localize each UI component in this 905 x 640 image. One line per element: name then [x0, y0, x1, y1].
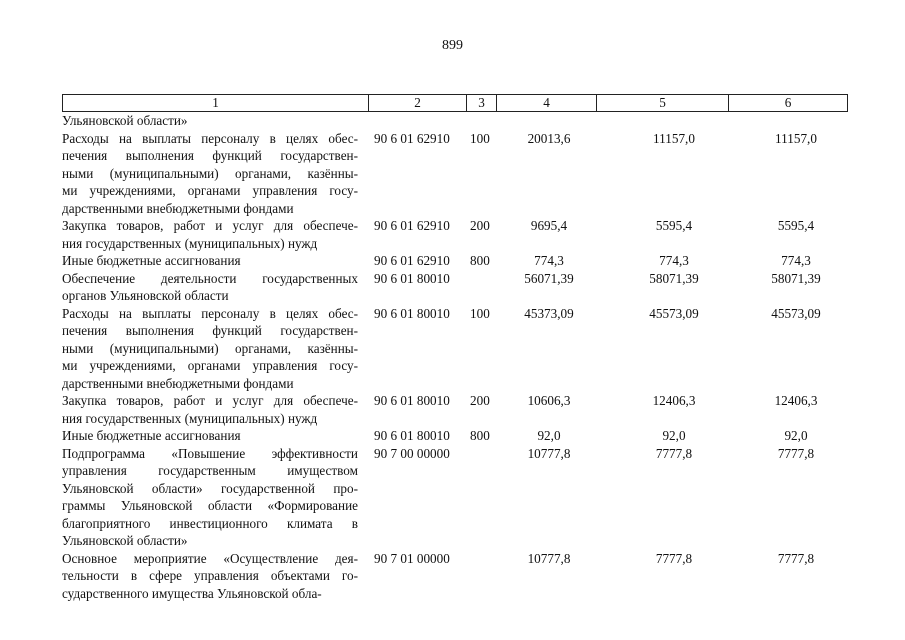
description-line: Ульяновской области» государственной про-	[62, 480, 358, 496]
row-value-col4: 10777,8	[527, 550, 571, 566]
page-number: 899	[442, 38, 463, 53]
row-value-col4: 774,3	[534, 253, 564, 268]
header-col-2: 2	[369, 95, 467, 111]
description-line: Иные бюджетные ассигнования	[62, 428, 241, 443]
table-row	[62, 305, 848, 393]
description-line: Закупка товаров, работ и услуг для обеспече-	[62, 393, 358, 408]
table-row	[62, 550, 848, 603]
row-description	[62, 392, 364, 427]
row-value-col6: 58071,39	[771, 270, 821, 286]
description-line: Обеспечение деятельности государственных	[62, 270, 358, 286]
row-value-col6: 11157,0	[775, 130, 817, 146]
budget-table	[62, 94, 848, 602]
description-line: дарственными внебюджетными фондами	[62, 375, 294, 391]
row-value-col5: 45573,09	[649, 305, 699, 321]
row-code: 90 6 01 80010	[374, 305, 450, 321]
row-description	[62, 217, 364, 252]
description-line: Закупка товаров, работ и услуг для обеспече-	[62, 218, 358, 233]
description-line: дарственными внебюджетными фондами	[62, 200, 294, 216]
table-row	[62, 252, 848, 270]
row-code: 90 6 01 62910	[374, 218, 450, 233]
row-value-col6: 92,0	[784, 428, 808, 443]
table-row	[62, 392, 848, 427]
row-value-col6: 5595,4	[777, 218, 815, 233]
description-line: Расходы на выплаты персоналу в целях обес-	[62, 130, 358, 146]
header-col-5: 5	[597, 95, 729, 111]
row-code: 90 6 01 80010	[374, 270, 450, 286]
row-description	[62, 427, 364, 445]
continuation-text: Ульяновской области»	[62, 113, 188, 128]
row-code: 90 6 01 62910	[374, 253, 450, 268]
row-code: 90 7 01 00000	[374, 550, 450, 566]
description-line: тельности в сфере управления объектами го-	[62, 568, 358, 583]
description-line: Подпрограмма «Повышение эффективности	[62, 445, 358, 461]
row-code: 90 6 01 80010	[374, 428, 450, 443]
row-value-col6: 12406,3	[774, 393, 818, 408]
description-line: ния государственных (муниципальных) нужд	[62, 235, 318, 251]
description-line: ния государственных (муниципальных) нужд	[62, 410, 318, 426]
row-expense-type: 100	[470, 130, 490, 146]
header-col-6: 6	[784, 95, 792, 110]
description-line: Иные бюджетные ассигнования	[62, 253, 241, 268]
row-description	[62, 305, 364, 393]
row-value-col6: 7777,8	[777, 550, 815, 566]
description-line: сударственного имущества Ульяновской обла-	[62, 585, 322, 601]
table-row	[62, 130, 848, 218]
table-row	[62, 427, 848, 445]
header-col-1: 1	[63, 95, 369, 111]
row-value-col5: 12406,3	[652, 393, 696, 408]
row-value-col5: 5595,4	[655, 218, 693, 233]
row-code: 90 6 01 62910	[374, 130, 450, 146]
row-expense-type	[464, 550, 494, 603]
row-value-col4: 10606,3	[527, 393, 571, 408]
row-value-col5: 92,0	[662, 428, 686, 443]
row-value-col5: 58071,39	[649, 270, 699, 286]
table-header	[62, 94, 848, 112]
table-row	[62, 270, 848, 305]
row-expense-type: 800	[470, 253, 490, 268]
row-expense-type: 100	[470, 305, 490, 321]
row-value-col5: 7777,8	[655, 445, 693, 461]
row-expense-type: 200	[470, 218, 490, 233]
table-row	[62, 445, 848, 550]
row-expense-type: 200	[470, 393, 490, 408]
row-value-col4: 56071,39	[524, 270, 574, 286]
row-description	[62, 270, 364, 305]
row-expense-type	[464, 270, 494, 305]
row-code: 90 6 01 80010	[374, 393, 450, 408]
description-line: Ульяновской области»	[62, 533, 188, 548]
row-value-col5: 7777,8	[655, 550, 693, 566]
row-value-col6: 45573,09	[771, 305, 821, 321]
table-row	[62, 217, 848, 252]
description-line: граммы Ульяновской области «Формирование	[62, 498, 358, 513]
description-line: печения выполнения функций государствен-	[62, 323, 358, 338]
header-col-4: 4	[497, 95, 597, 111]
row-code: 90 7 00 00000	[374, 445, 450, 461]
row-value-col5: 774,3	[659, 253, 689, 268]
description-line: ными (муниципальными) органами, казённы-	[62, 340, 358, 356]
description-line: благоприятного инвестиционного климата в	[62, 515, 358, 531]
description-line: управления государственным имуществом	[62, 463, 358, 478]
continuation-row	[62, 112, 848, 130]
row-description	[62, 550, 364, 603]
description-line: Расходы на выплаты персоналу в целях обес-	[62, 305, 358, 321]
row-value-col4: 45373,09	[524, 305, 574, 321]
row-value-col6: 7777,8	[777, 445, 815, 461]
description-line: ными (муниципальными) органами, казённы-	[62, 165, 358, 181]
row-description	[62, 445, 364, 550]
description-line: органов Ульяновской области	[62, 288, 229, 303]
row-value-col5: 11157,0	[653, 130, 695, 146]
row-expense-type	[464, 445, 494, 550]
row-expense-type: 800	[470, 428, 490, 443]
row-value-col4: 92,0	[537, 428, 561, 443]
description-line: ми учреждениями, органами управления госу-	[62, 183, 358, 198]
row-value-col6: 774,3	[781, 253, 811, 268]
row-description	[62, 252, 364, 270]
description-line: ми учреждениями, органами управления госу-	[62, 358, 358, 373]
row-value-col4: 9695,4	[530, 218, 568, 233]
table-body	[62, 130, 848, 603]
header-col-3: 3	[467, 95, 497, 111]
description-line: печения выполнения функций государствен-	[62, 148, 358, 163]
description-line: Основное мероприятие «Осуществление дея-	[62, 550, 358, 566]
row-value-col4: 20013,6	[527, 130, 571, 146]
row-value-col4: 10777,8	[527, 445, 571, 461]
row-description	[62, 130, 364, 218]
